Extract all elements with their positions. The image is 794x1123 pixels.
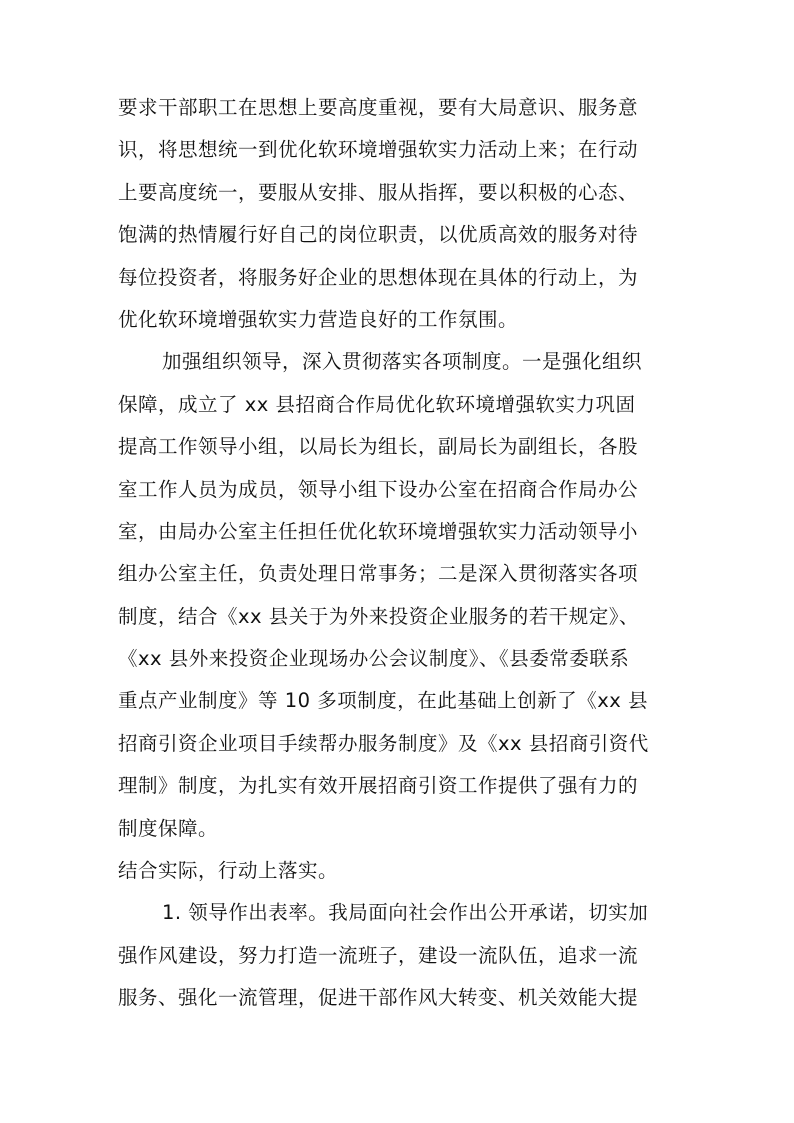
text-line: 每位投资者，将服务好企业的思想体现在具体的行动上，为 — [118, 265, 639, 289]
text-line: 饱满的热情履行好自己的岗位职责，以优质高效的服务对待 — [118, 223, 639, 247]
text-line: 《xx 县外来投资企业现场办公会议制度》、《县委常委联系 — [118, 647, 630, 671]
text-line: 提高工作领导小组，以局长为组长，副局长为副组长，各股 — [118, 435, 639, 459]
text-line: 招商引资企业项目手续帮办服务制度》及《xx 县招商引资代 — [118, 731, 649, 755]
text-line: 要求干部职工在思想上要高度重视，要有大局意识、服务意 — [118, 96, 639, 119]
text-line: 优化软环境增强软实力营造良好的工作氛围。 — [118, 307, 519, 331]
text-line: 室，由局办公室主任担任优化软环境增强软实力活动领导小 — [118, 519, 639, 543]
text-line: 理制》制度，为扎实有效开展招商引资工作提供了强有力的 — [118, 774, 639, 798]
text-line: 结合实际，行动上落实。 — [118, 859, 339, 883]
text-line: 识，将思想统一到优化软环境增强软实力活动上来；在行动 — [118, 138, 639, 162]
text-line: 制度保障。 — [118, 816, 219, 840]
text-line: 重点产业制度》等 10 多项制度，在此基础上创新了《xx 县 — [118, 689, 648, 713]
text-line: 制度，结合《xx 县关于为外来投资企业服务的若干规定》、 — [118, 604, 640, 628]
text-line: 加强组织领导，深入贯彻落实各项制度。一是强化组织 — [162, 350, 643, 374]
text-line: 1. 领导作出表率。我局面向社会作出公开承诺，切实加 — [162, 901, 649, 925]
text-line: 组办公室主任，负责处理日常事务；二是深入贯彻落实各项 — [118, 562, 639, 586]
text-line: 上要高度统一，要服从安排、服从指挥，要以积极的心态、 — [118, 180, 639, 204]
text-line: 强作风建设，努力打造一流班子，建设一流队伍，追求一流 — [118, 943, 639, 967]
text-line: 服务、强化一流管理，促进干部作风大转变、机关效能大提 — [118, 986, 639, 1010]
text-line: 室工作人员为成员，领导小组下设办公室在招商合作局办公 — [118, 477, 639, 501]
body-text — [118, 87, 688, 1020]
text-line: 保障，成立了 xx 县招商合作局优化软环境增强软实力巩固 — [118, 392, 636, 416]
